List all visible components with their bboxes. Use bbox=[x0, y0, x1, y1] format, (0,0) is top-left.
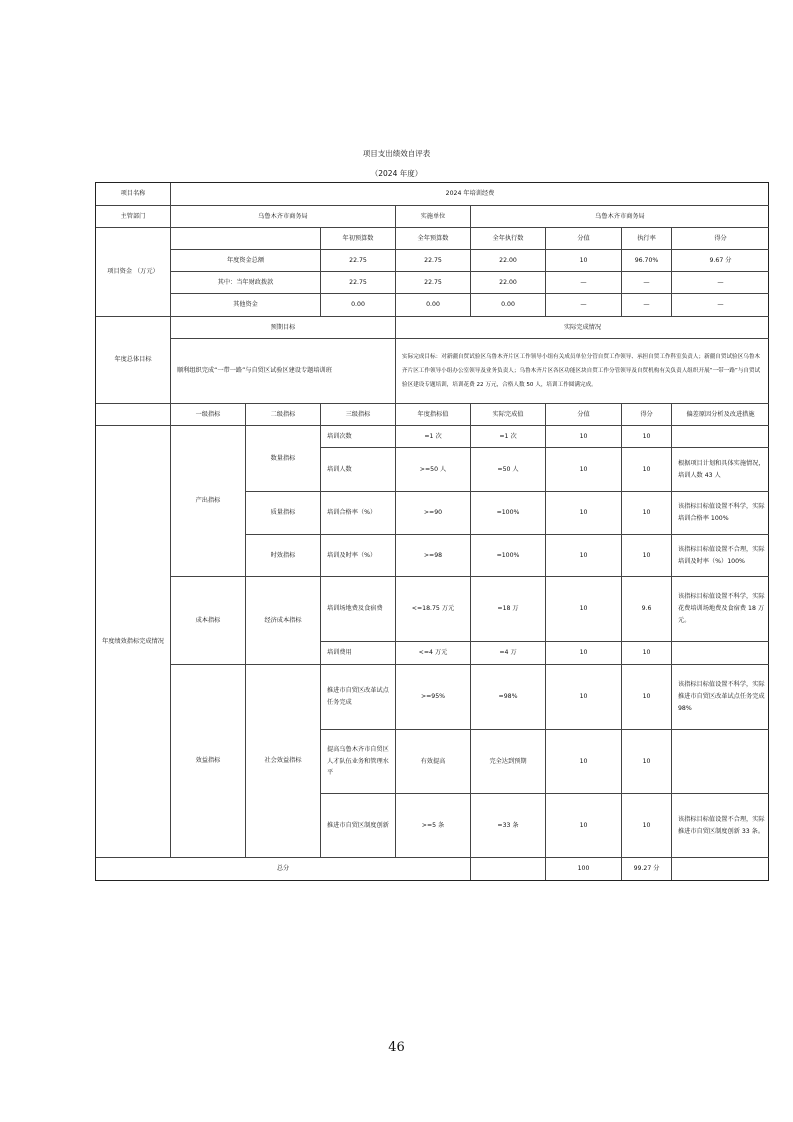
indicator-header-blank bbox=[96, 404, 171, 426]
target-value: =1 次 bbox=[396, 426, 471, 448]
target-value: <=18.75 万元 bbox=[396, 577, 471, 642]
score-value: 10 bbox=[546, 665, 622, 730]
level3-indicator: 提高乌鲁木齐市自贸区人才队伍业务和管理水平 bbox=[321, 730, 396, 794]
target-value: >=95% bbox=[396, 665, 471, 730]
table-title: 项目支出绩效自评表 bbox=[362, 149, 431, 158]
table-year: （2024 年度） bbox=[370, 169, 423, 178]
unit-label: 实施单位 bbox=[396, 206, 471, 228]
score: 10 bbox=[622, 535, 672, 577]
level3-indicator: 培训人数 bbox=[321, 448, 396, 492]
score: 9.6 bbox=[622, 577, 672, 642]
score: 10 bbox=[622, 448, 672, 492]
indicator-header: 年度指标值 bbox=[396, 404, 471, 426]
total-blank bbox=[471, 858, 546, 880]
funds-cell: — bbox=[546, 294, 622, 317]
deviation-note: 该指标目标值设置不合理，实际推进市自贸区制度创新 33 条。 bbox=[672, 794, 769, 858]
level1-cost: 成本指标 bbox=[171, 577, 246, 665]
target-value: 有效提高 bbox=[396, 730, 471, 794]
level3-indicator: 培训次数 bbox=[321, 426, 396, 448]
funds-header: 全年执行数 bbox=[471, 228, 546, 250]
funds-cell: — bbox=[622, 294, 672, 317]
target-value: <=4 万元 bbox=[396, 642, 471, 665]
target-value: >=5 条 bbox=[396, 794, 471, 858]
score-value: 10 bbox=[546, 642, 622, 665]
level3-indicator: 培训及时率（%） bbox=[321, 535, 396, 577]
level1-benefit: 效益指标 bbox=[171, 665, 246, 858]
funds-header: 全年预算数 bbox=[396, 228, 471, 250]
indicator-header: 得分 bbox=[622, 404, 672, 426]
level3-indicator: 推进市自贸区改革试点任务完成 bbox=[321, 665, 396, 730]
score-value: 10 bbox=[546, 426, 622, 448]
funds-cell: 22.75 bbox=[396, 272, 471, 294]
deviation-note: 根据项目计划和具体实施情况，培训人数 43 人 bbox=[672, 448, 769, 492]
score-value: 10 bbox=[546, 448, 622, 492]
actual-value: =4 万 bbox=[471, 642, 546, 665]
target-value: >=90 bbox=[396, 492, 471, 535]
deviation-note: 该指标目标值设置不科学，实际推进市自贸区改革试点任务完成 98% bbox=[672, 665, 769, 730]
level1-output: 产出指标 bbox=[171, 426, 246, 577]
score: 10 bbox=[622, 665, 672, 730]
funds-cell: 96.70% bbox=[622, 250, 672, 272]
unit-value: 乌鲁木齐市商务局 bbox=[471, 206, 769, 228]
score: 10 bbox=[622, 794, 672, 858]
funds-row-name: 其他资金 bbox=[171, 294, 321, 317]
funds-cell: 0.00 bbox=[321, 294, 396, 317]
funds-cell: 10 bbox=[546, 250, 622, 272]
funds-cell: — bbox=[672, 294, 769, 317]
actual-value: =98% bbox=[471, 665, 546, 730]
expected-goal-text: 顺利组织完成“一带一路”与自贸区试验区建设专题培训班 bbox=[171, 339, 396, 404]
self-evaluation-table bbox=[95, 182, 769, 881]
funds-cell: 9.67 分 bbox=[672, 250, 769, 272]
level2-economic-cost: 经济成本指标 bbox=[246, 577, 321, 665]
target-value: >=50 人 bbox=[396, 448, 471, 492]
goals-label: 年度总体目标 bbox=[96, 317, 171, 404]
actual-goal-text: 实际完成目标：对新疆自贸试验区乌鲁木齐片区工作领导小组有关成员单位分管自贸工作领导、承担自贸工作科室负责人；新疆自贸试验区乌鲁木齐片区工作领导小组办公室领导及业务负责人；乌鲁木齐片区各区功能区块自贸工作分管领导及自贸机构有关负责人组织开展“一带一路”与自贸试验区建设专题培训，培训花费 22 万元，合格人数 50 人，培训工作圆满完成。 bbox=[396, 339, 769, 404]
total-score: 99.27 分 bbox=[622, 858, 672, 880]
actual-value: =18 万 bbox=[471, 577, 546, 642]
score: 10 bbox=[622, 730, 672, 794]
funds-cell: — bbox=[622, 272, 672, 294]
funds-cell: 22.75 bbox=[396, 250, 471, 272]
level2-quantity: 数量指标 bbox=[246, 426, 321, 492]
project-name-value: 2024 年培训经费 bbox=[171, 183, 769, 206]
funds-row-name: 其中：当年财政拨款 bbox=[171, 272, 321, 294]
total-note-blank bbox=[672, 858, 769, 880]
funds-header: 年初预算数 bbox=[321, 228, 396, 250]
funds-cell: — bbox=[672, 272, 769, 294]
level3-indicator: 培训合格率（%） bbox=[321, 492, 396, 535]
indicator-header: 分值 bbox=[546, 404, 622, 426]
funds-label: 项目资金 （万元） bbox=[96, 228, 171, 317]
deviation-note: 该指标目标值设置不科学，实际花费培训场地费及食宿费 18 万元。 bbox=[672, 577, 769, 642]
level3-indicator: 推进市自贸区制度创新 bbox=[321, 794, 396, 858]
indicators-label: 年度绩效指标完成情况 bbox=[96, 426, 171, 858]
deviation-note: 该指标目标值设置不合理，实际培训及时率（%）100% bbox=[672, 535, 769, 577]
indicator-header: 一级指标 bbox=[171, 404, 246, 426]
level2-quality: 质量指标 bbox=[246, 492, 321, 535]
score-value: 10 bbox=[546, 492, 622, 535]
target-value: >=98 bbox=[396, 535, 471, 577]
indicator-header: 二级指标 bbox=[246, 404, 321, 426]
actual-value: =33 条 bbox=[471, 794, 546, 858]
actual-goal-header: 实际完成情况 bbox=[396, 317, 769, 339]
funds-cell: 22.00 bbox=[471, 272, 546, 294]
funds-cell: — bbox=[546, 272, 622, 294]
deviation-note: 该指标目标值设置不科学，实际培训合格率 100% bbox=[672, 492, 769, 535]
indicator-header: 三级指标 bbox=[321, 404, 396, 426]
funds-cell: 22.75 bbox=[321, 250, 396, 272]
dept-label: 主管部门 bbox=[96, 206, 171, 228]
indicator-header: 实际完成值 bbox=[471, 404, 546, 426]
actual-value: =100% bbox=[471, 492, 546, 535]
funds-cell: 22.00 bbox=[471, 250, 546, 272]
score-value: 10 bbox=[546, 535, 622, 577]
funds-cell: 0.00 bbox=[396, 294, 471, 317]
funds-header-blank bbox=[171, 228, 321, 250]
funds-header: 得分 bbox=[672, 228, 769, 250]
score-value: 10 bbox=[546, 730, 622, 794]
indicator-header: 偏差原因分析及改进措施 bbox=[672, 404, 769, 426]
score-value: 10 bbox=[546, 794, 622, 858]
actual-value: =1 次 bbox=[471, 426, 546, 448]
deviation-note bbox=[672, 426, 769, 448]
funds-row-name: 年度资金总额 bbox=[171, 250, 321, 272]
expected-goal-header: 预期目标 bbox=[171, 317, 396, 339]
score: 10 bbox=[622, 426, 672, 448]
actual-value: =100% bbox=[471, 535, 546, 577]
project-name-label: 项目名称 bbox=[96, 183, 171, 206]
deviation-note bbox=[672, 730, 769, 794]
actual-value: 完全达到预期 bbox=[471, 730, 546, 794]
dept-value: 乌鲁木齐市商务局 bbox=[171, 206, 396, 228]
funds-cell: 0.00 bbox=[471, 294, 546, 317]
level2-social-benefit: 社会效益指标 bbox=[246, 665, 321, 858]
total-label: 总分 bbox=[96, 858, 471, 880]
level2-timeliness: 时效指标 bbox=[246, 535, 321, 577]
score: 10 bbox=[622, 492, 672, 535]
funds-cell: 22.75 bbox=[321, 272, 396, 294]
deviation-note bbox=[672, 642, 769, 665]
level3-indicator: 培训场地费及食宿费 bbox=[321, 577, 396, 642]
page-number: 46 bbox=[388, 1040, 405, 1055]
actual-value: =50 人 bbox=[471, 448, 546, 492]
score: 10 bbox=[622, 642, 672, 665]
funds-header: 执行率 bbox=[622, 228, 672, 250]
score-value: 10 bbox=[546, 577, 622, 642]
total-score-value: 100 bbox=[546, 858, 622, 880]
funds-header: 分值 bbox=[546, 228, 622, 250]
level3-indicator: 培训费用 bbox=[321, 642, 396, 665]
